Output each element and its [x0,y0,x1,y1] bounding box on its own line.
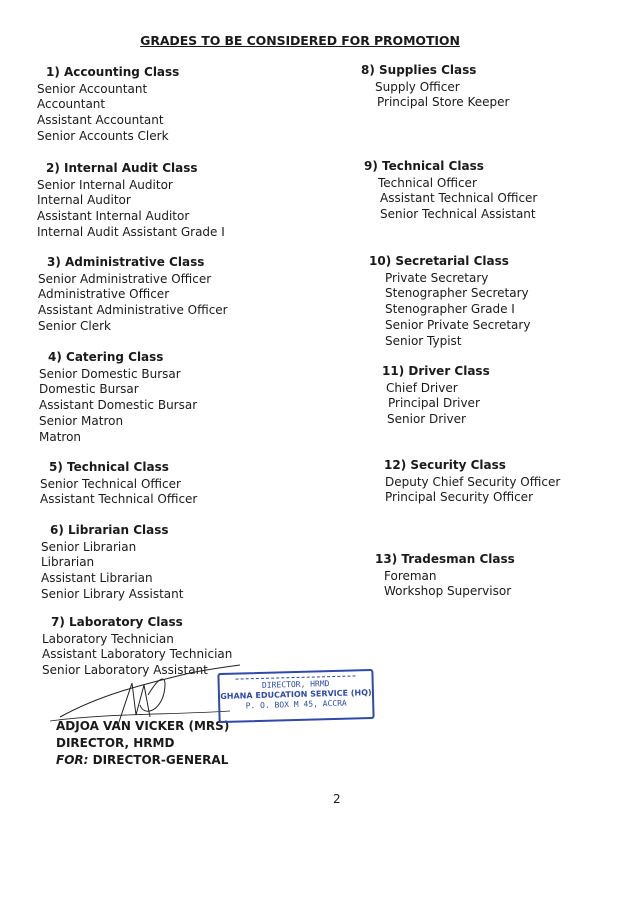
grade-item: Administrative Officer [38,287,170,302]
grade-item: Technical Officer [378,175,477,190]
technical-class-section-right [364,159,537,223]
grade-item: Internal Auditor [37,193,131,208]
catering-class-section [39,350,197,445]
librarian-class-section [41,523,183,603]
grade-item: Senior Technical Assistant [380,207,536,222]
official-stamp [212,664,380,728]
security-class-section [384,458,560,506]
grade-item: Supply Officer [375,79,460,94]
grade-item: Private Secretary [385,270,489,285]
grade-item: Senior Accounts Clerk [37,128,169,143]
grade-item: Senior Internal Auditor [37,177,173,192]
grade-item: Accountant [37,97,106,112]
supplies-class-section [361,63,509,111]
grade-item: Senior Typist [385,333,462,348]
technical-class-section [40,460,197,508]
section-heading: 7) Laboratory Class [51,615,183,629]
grade-item: Assistant Internal Auditor [37,209,190,224]
section-heading: 8) Supplies Class [361,63,477,77]
grade-item: Internal Audit Assistant Grade I [37,224,225,239]
section-heading: 1) Accounting Class [46,65,180,79]
page-number: 2 [333,792,341,806]
secretarial-class-section [369,254,530,349]
grade-item: Matron [39,429,82,444]
grade-item: Senior Clerk [38,318,112,333]
for-label: FOR: [56,753,89,767]
grade-item: Senior Technical Officer [40,476,181,491]
stamp-line-2: GHANA EDUCATION SERVICE (HQ) [220,688,372,701]
signature-block [56,718,229,769]
for-value: DIRECTOR-GENERAL [88,753,229,767]
section-heading: 10) Secretarial Class [369,254,509,268]
grade-item: Senior Private Secretary [385,317,531,332]
grade-item: Assistant Domestic Bursar [39,398,198,413]
driver-class-section [382,364,490,428]
grade-item: Senior Accountant [37,81,148,96]
stamp-line-1: DIRECTOR, HRMD [261,679,330,690]
grade-item: Chief Driver [386,380,458,395]
signatory-for-line [56,752,229,769]
grade-item: Principal Security Officer [385,490,534,505]
grade-item: Senior Librarian [41,539,137,554]
grade-item: Senior Domestic Bursar [39,366,181,381]
grade-item: Domestic Bursar [39,382,139,397]
grade-item: Workshop Supervisor [384,584,512,599]
section-heading: 3) Administrative Class [47,255,205,269]
section-heading: 5) Technical Class [49,460,169,474]
grade-item: Senior Administrative Officer [38,271,212,286]
administrative-class-section [38,255,228,335]
signatory-name: ADJOA VAN VICKER (MRS) [56,719,230,733]
stamp-line-3: P. O. BOX M 45, ACCRA [245,698,347,711]
grade-item: Stenographer Secretary [385,286,529,301]
grade-item: Deputy Chief Security Officer [385,474,561,489]
page-title: GRADES TO BE CONSIDERED FOR PROMOTION [140,33,460,48]
grade-item: Assistant Laboratory Technician [42,647,233,662]
grade-item: Assistant Librarian [41,571,153,586]
stamp-box [217,669,374,723]
grade-item: Senior Driver [387,412,466,427]
tradesman-class-section [375,552,515,600]
section-heading: 13) Tradesman Class [375,552,515,566]
grade-item: Senior Laboratory Assistant [42,663,208,678]
grade-item: Principal Store Keeper [377,95,510,110]
grade-item: Foreman [384,568,437,583]
grade-item: Senior Library Assistant [41,586,184,601]
section-heading: 2) Internal Audit Class [46,161,198,175]
internal-audit-class-section [37,161,225,241]
grade-item: Librarian [41,555,95,570]
grade-item: Laboratory Technician [42,631,174,646]
grade-item: Principal Driver [388,396,480,411]
grade-item: Assistant Administrative Officer [38,303,228,318]
signatory-role: DIRECTOR, HRMD [56,736,175,750]
grade-item: Assistant Accountant [37,113,164,128]
section-heading: 11) Driver Class [382,364,490,378]
section-heading: 9) Technical Class [364,159,484,173]
section-heading: 12) Security Class [384,458,506,472]
accounting-class-section [37,65,179,145]
grade-item: Stenographer Grade I [385,302,515,317]
grade-item: Senior Matron [39,413,124,428]
section-heading: 6) Librarian Class [50,523,169,537]
grade-item: Assistant Technical Officer [40,492,198,507]
section-heading: 4) Catering Class [48,350,164,364]
grade-item: Assistant Technical Officer [380,191,538,206]
